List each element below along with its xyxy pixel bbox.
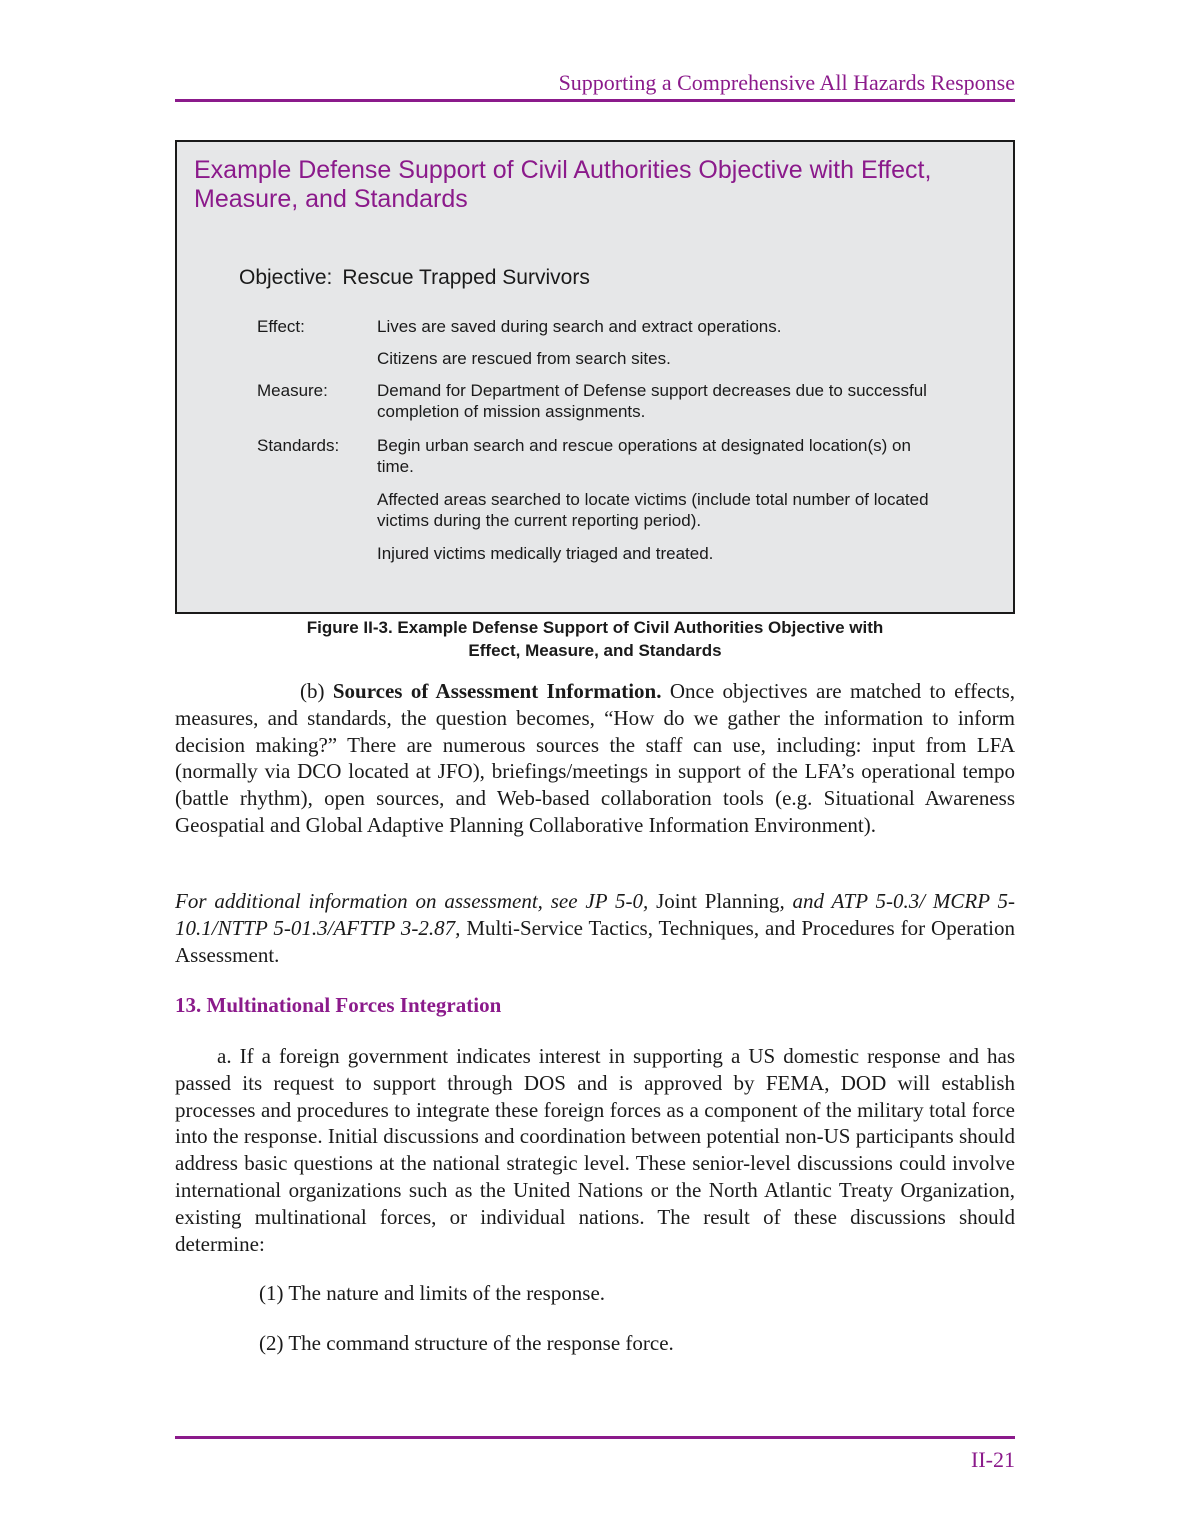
section-heading: 13. Multinational Forces Integration (175, 993, 502, 1017)
objective-label: Objective: (239, 266, 333, 289)
standards-label: Standards: (257, 436, 340, 455)
reference-note-part-4: Multi-Service Tactics, Techniques, and Procedures for Operation Assessment. (175, 915, 1016, 967)
paragraph-b-heading: Sources of Assessment Information. (332, 679, 662, 703)
effect-item-2: Citizens are rescued from search sites. (377, 349, 671, 368)
list-item-2: (2) The command structure of the response force. (259, 1331, 674, 1355)
page-number: II-21 (971, 1447, 1015, 1472)
reference-note-part-2: Joint Planning (648, 889, 780, 913)
paragraph-b-prefix: (b) (300, 679, 333, 703)
objective-row (239, 266, 590, 290)
standard-item-2: Affected areas searched to locate victims (include total number of located victims during the current reporting period). (377, 490, 929, 530)
reference-note-part-3: , and ATP 5-0.3/ MCRP 5-10.1/NTTP 5-01.3/AFTTP 3-2.87, (175, 889, 1015, 940)
effect-label: Effect: (257, 317, 305, 336)
paragraph-b-text: Once objectives are matched to effects, measures, and standards, the question becomes, “How do we gather the information to inform decision making?” There are numerous sources the staff can use, including: input from LFA (normally via DCO located at JFO), briefings/meetings in support of the LFA’s operational tempo (battle rhythm), open sources, and Web-based collaboration tools (e.g. Situational Awareness Geospatial and Global Adaptive Planning Collaborative Information Environment). (175, 679, 1015, 837)
standard-item-1: Begin urban search and rescue operations at designated location(s) on time. (377, 436, 911, 476)
paragraph-a: a. If a foreign government indicates interest in supporting a US domestic response and has passed its request to support through DOS and is approved by FEMA, DOD will establish processes and procedures to integrate these foreign forces as a component of the military total force into the response. Initial discussions and coordination between potential non-US participants should address basic questions at the national strategic level. These senior-level discussions could involve international organizations such as the United Nations or the North Atlantic Treaty Organization, existing multinational forces, or individual nations. The result of these discussions should determine: (175, 1044, 1015, 1256)
running-header: Supporting a Comprehensive All Hazards Response (558, 70, 1015, 95)
reference-note-part-1: For additional information on assessment, see JP 5-0, (175, 889, 649, 913)
measure-item-1: Demand for Department of Defense support decreases due to successful completion of mission assignments. (377, 381, 927, 421)
measure-label: Measure: (257, 381, 328, 400)
figure-heading: Example Defense Support of Civil Authorities Objective with Effect, Measure, and Standards (194, 156, 932, 213)
header-rule (175, 99, 1015, 102)
figure-caption-line-1: Figure II-3. Example Defense Support of Civil Authorities Objective with (306, 618, 884, 637)
objective-value: Rescue Trapped Survivors (342, 266, 590, 289)
figure-caption (175, 616, 1015, 662)
reference-note (175, 888, 1015, 968)
figure-caption-line-2: Effect, Measure, and Standards (468, 641, 722, 660)
figure-box (175, 140, 1015, 614)
standard-item-3: Injured victims medically triaged and treated. (377, 544, 714, 563)
effect-item-1: Lives are saved during search and extract operations. (377, 317, 782, 336)
footer-rule (175, 1436, 1015, 1439)
list-item-1: (1) The nature and limits of the response. (259, 1281, 606, 1305)
paragraph-b (175, 678, 1015, 839)
